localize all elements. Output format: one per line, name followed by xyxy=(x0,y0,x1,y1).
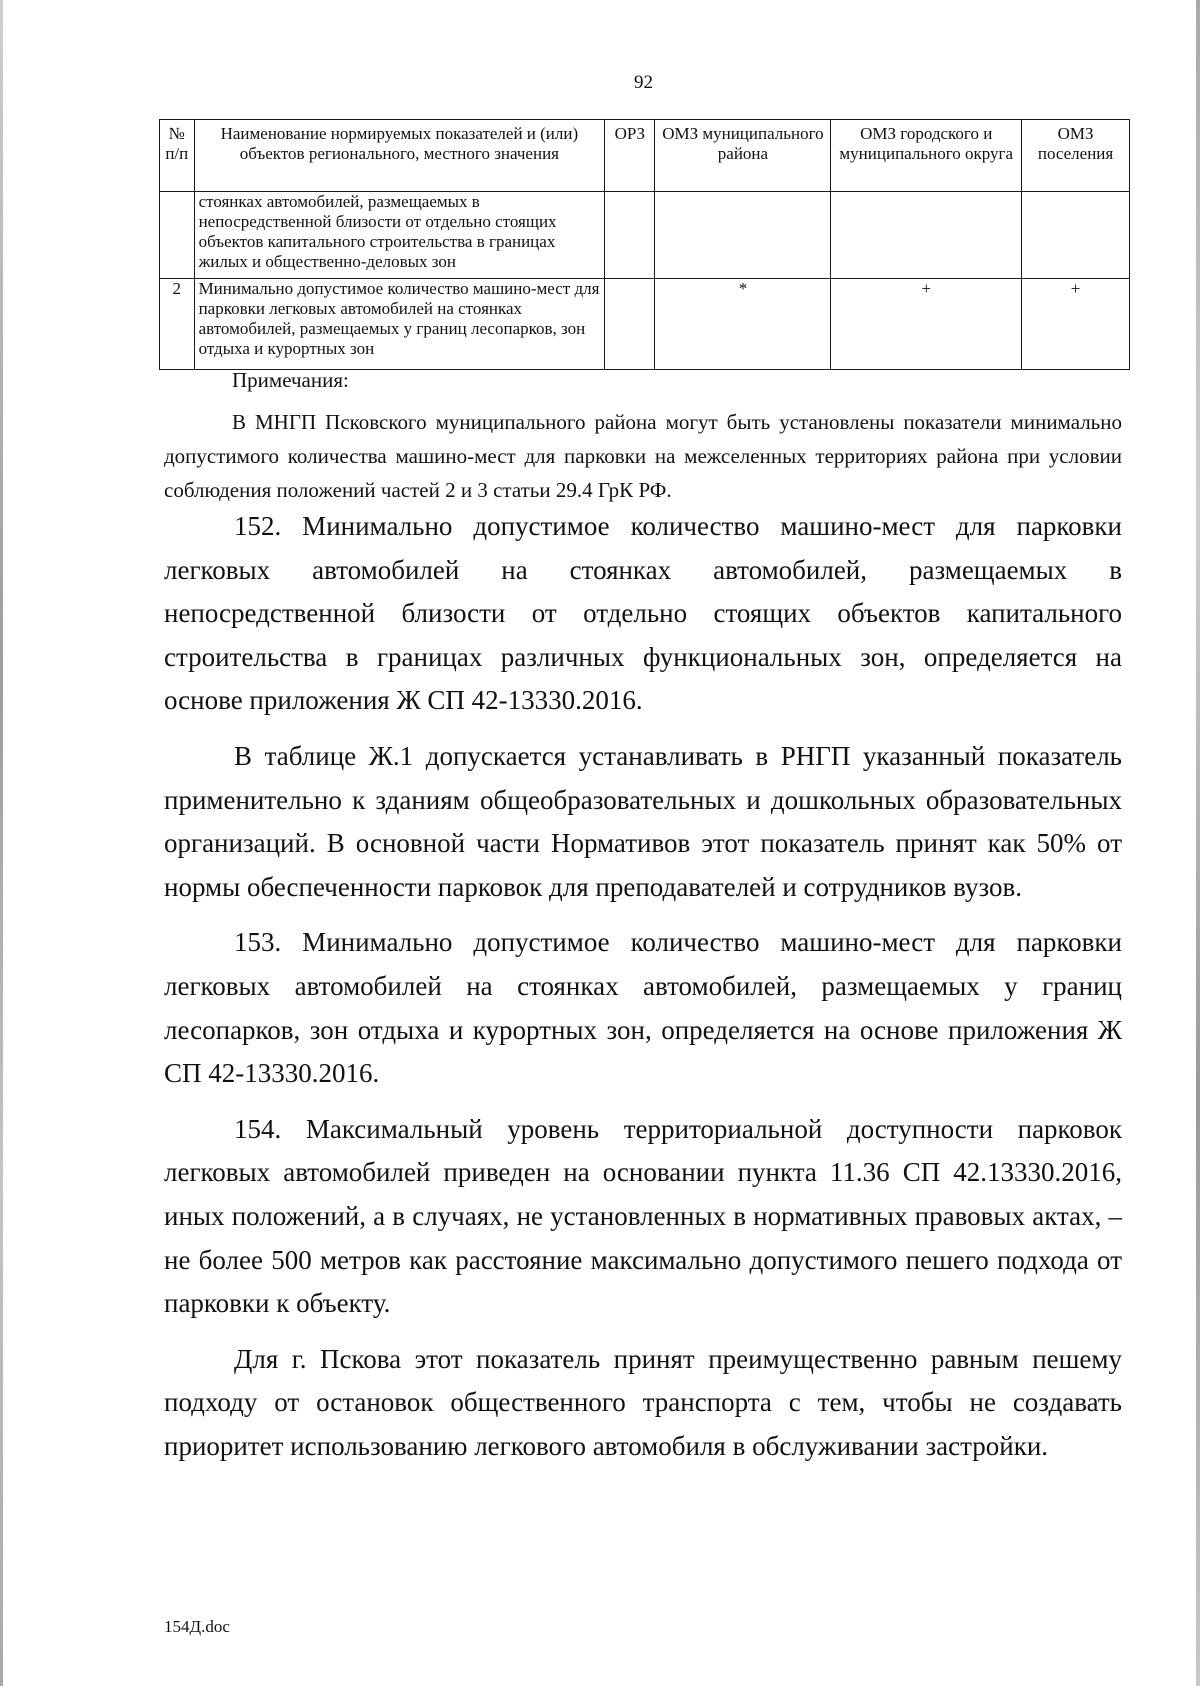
paragraph-152: 152. Минимально допустимое количество машино-мест для парковки легковых автомобилей на стоянках автомобилей, размещаемых в непосредственной близости от отдельно стоящих объектов капитального строительства в границах различных функциональных зон, определяется на основе приложения Ж СП 42-13330.2016. xyxy=(164,511,1122,716)
header-omz-city: ОМЗ городского и муниципального округа xyxy=(831,120,1022,192)
paragraph-pskov: Для г. Пскова этот показатель принят преимущественно равным пешему подходу от остановок общественного транспорта с тем, чтобы не создавать приоритет использованию легкового автомобиля в обслуживании застройки. xyxy=(164,1343,1122,1461)
paragraph-table-zh1: В таблице Ж.1 допускается устанавливать в РНГП указанный показатель применительно к зданиям общеобразовательных и дошкольных образовательных организаций. В основной части Нормативов этот показатель принят как 50% от нормы обеспеченности парковок для преподавателей и сотрудников вузов. xyxy=(164,740,1122,902)
table-row xyxy=(160,279,1130,370)
table-header-row xyxy=(160,120,1130,192)
scan-right-edge xyxy=(1196,0,1200,1686)
row-name: стоянках автомобилей, размещаемых в непосредственной близости от отдельно стоящих объектов капитального строительства в границах жилых и общественно-деловых зон xyxy=(194,192,605,279)
row-num: 2 xyxy=(160,279,195,370)
paragraph-153: 153. Минимально допустимое количество машино-мест для парковки легковых автомобилей на стоянках автомобилей, размещаемых у границ лесопарков, зон отдыха и курортных зон, определяется на основе приложения Ж СП 42-13330.2016. xyxy=(164,927,1122,1089)
page-number: 92 xyxy=(634,72,653,93)
row-omz-district xyxy=(655,192,831,279)
header-omz-settlement: ОМЗ поселения xyxy=(1022,120,1130,192)
row-orz xyxy=(605,192,655,279)
header-name: Наименование нормируемых показателей и (или) объектов регионального, местного значения xyxy=(194,120,605,192)
row-omz-district: * xyxy=(655,279,831,370)
table-row xyxy=(160,192,1130,279)
row-name: Минимально допустимое количество машино-мест для парковки легковых автомобилей на стоянках автомобилей, размещаемых у границ лесопарков, зон отдыха и курортных зон xyxy=(194,279,605,370)
row-omz-city xyxy=(831,192,1022,279)
row-omz-settlement: + xyxy=(1022,279,1130,370)
header-omz-district: ОМЗ муниципального района xyxy=(655,120,831,192)
scan-left-edge xyxy=(0,0,3,1686)
row-omz-city: + xyxy=(831,279,1022,370)
paragraph-154: 154. Максимальный уровень территориальной доступности парковок легковых автомобилей приведен на основании пункта 11.36 СП 42.13330.2016, иных положений, а в случаях, не установленных в нормативных правовых актах, – не более 500 метров как расстояние максимально допустимого пешего подхода от парковки к объекту. xyxy=(164,1113,1122,1319)
note-text: В МНГП Псковского муниципального района могут быть установлены показатели минимально допустимого количества машино-мест для парковки на межселенных территориях района при условии соблюдения положений частей 2 и 3 статьи 29.4 ГрК РФ. xyxy=(164,410,1122,502)
notes-title: Примечания: xyxy=(232,368,349,392)
row-orz xyxy=(605,279,655,370)
norms-table xyxy=(159,119,1130,370)
header-num: № п/п xyxy=(160,120,195,192)
row-num xyxy=(160,192,195,279)
footer-filename: 154Д.doc xyxy=(164,1617,230,1636)
main-text xyxy=(164,505,1122,1480)
header-orz: ОРЗ xyxy=(605,120,655,192)
row-omz-settlement xyxy=(1022,192,1130,279)
